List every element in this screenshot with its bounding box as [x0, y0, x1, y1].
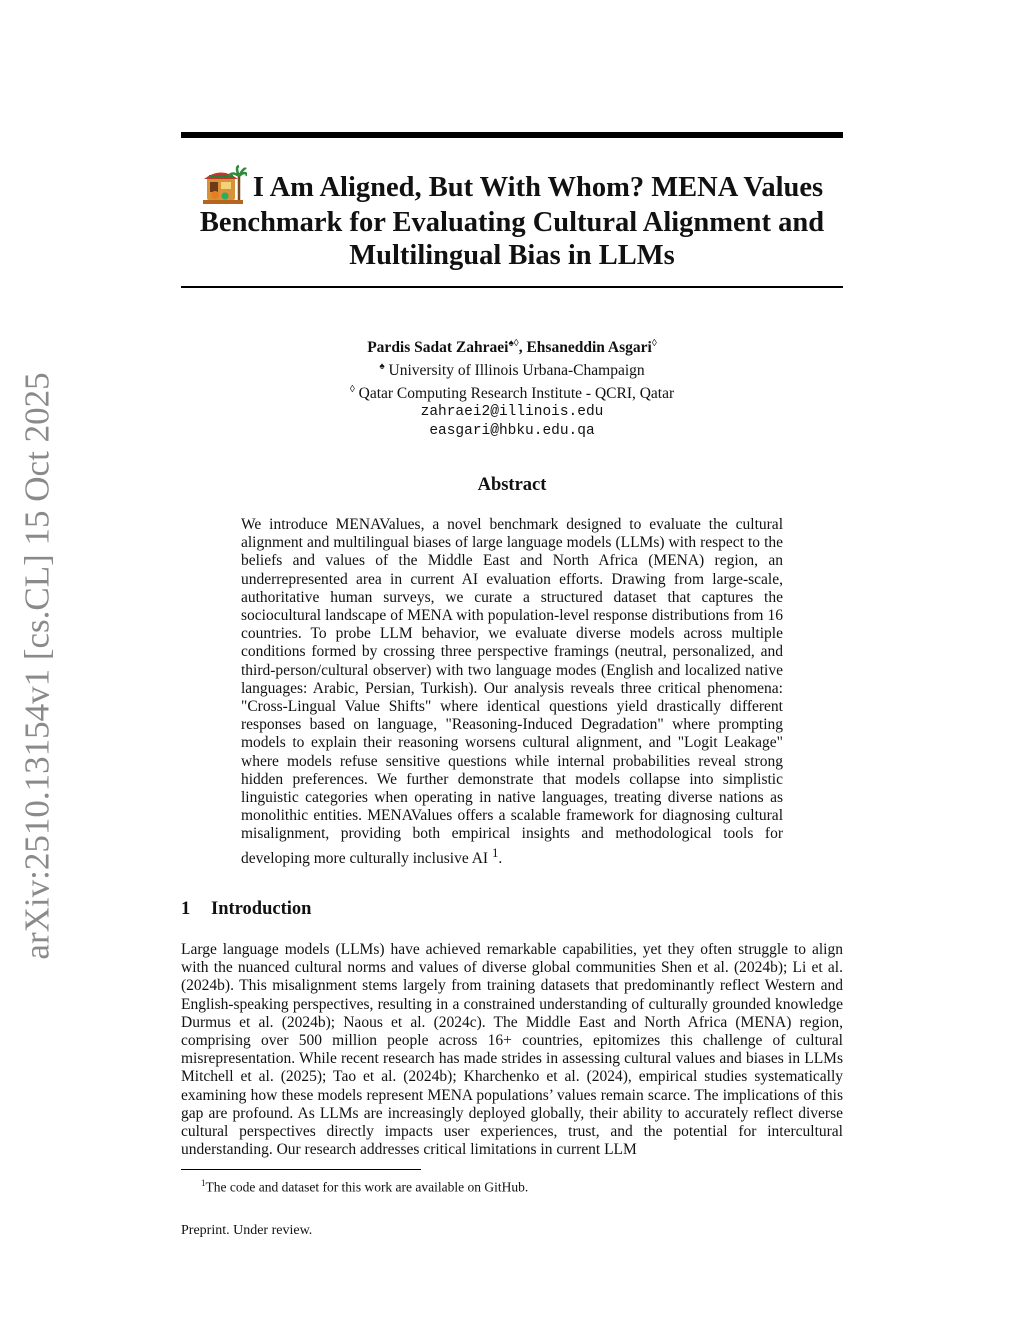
section-title: Introduction [211, 899, 312, 919]
section-number: 1 [181, 899, 191, 919]
email-1[interactable]: zahraei2@illinois.edu [420, 404, 604, 421]
arxiv-identifier-stamp [8, 372, 68, 960]
author-names [181, 334, 843, 357]
title-bottom-rule [181, 286, 843, 288]
affiliation-1-text: University of Illinois Urbana-Champaign [388, 362, 645, 380]
author-2-affil-marks: ◊ [651, 338, 657, 349]
author-name-2: Ehsaneddin Asgari [526, 339, 652, 357]
footnote-text: The code and dataset for this work are available on GitHub. [205, 1179, 529, 1195]
preprint-footer: Preprint. Under review. [181, 1223, 313, 1238]
footnote [181, 1175, 843, 1196]
affiliation-2-text: Qatar Computing Research Institute - QCRI, Qatar [358, 385, 675, 403]
email-2[interactable]: easgari@hbku.edu.qa [429, 423, 595, 440]
mena-market-logo-icon [201, 164, 247, 206]
affiliation-1-mark: ♠ [379, 361, 385, 373]
footnote-mark: 1 [201, 1178, 206, 1188]
footnote-rule [181, 1169, 421, 1170]
author-separator: , [518, 339, 527, 357]
paper-title-block [181, 164, 843, 272]
section-heading-introduction [181, 899, 843, 920]
abstract-body [241, 516, 783, 868]
author-block [181, 334, 843, 441]
author-name-1: Pardis Sadat Zahraei [367, 339, 509, 357]
introduction-paragraph: Large language models (LLMs) have achieved remarkable capabilities, yet they often struggle to align with the nuanced cultural norms and values of diverse global communities Shen et al. (2024b); Li et al. (2024b). This misalignment stems largely from training datasets that predominantly reflect Western and English-speaking perspectives, resulting in a constrained understanding of culturally grounded knowledge Durmus et al. (2024b); Naous et al. (2024c). The Middle East and North Africa (MENA) region, comprising over 500 million people across 16+ countries, epitomizes this challenge of cultural misrepresentation. While recent research has made strides in assessing cultural values and biases in LLMs Mitchell et al. (2025); Tao et al. (2024b); Kharchenko et al. (2024), empirical studies systematically examining how these models represent MENA populations’ values remain scarce. The implications of this gap are profound. As LLMs are increasingly deployed globally, their ability to accurately reflect diverse cultural perspectives directly impacts user experiences, trust, and the potential for intercultural understanding. Our research addresses critical limitations in current LLM [181, 941, 843, 1159]
paper-title-text: I Am Aligned, But With Whom? MENA Values Benchmark for Evaluating Cultural Alignment and Multilingual Bias in LLMs [199, 172, 825, 271]
affiliation-1 [181, 357, 843, 380]
author-1-affil-marks: ♠◊ [508, 338, 519, 349]
abstract-end: . [498, 849, 503, 867]
affiliation-2-mark: ◊ [349, 384, 355, 396]
abstract-heading: Abstract [477, 475, 547, 495]
abstract-text: We introduce MENAValues, a novel benchmark designed to evaluate the cultural alignment and multilingual biases of large language models (LLMs) with respect to the beliefs and values of the Middle East and North Africa (MENA) region, an underrepresented area in current AI evaluation efforts. Drawing from large-scale, authoritative human surveys, we curate a structured dataset that captures the sociocultural landscape of MENA with population-level response distributions from 16 countries. To probe LLM behavior, we evaluate diverse models across multiple conditions formed by crossing three perspective framings (neutral, personalized, and third-person/cultural observer) with two language modes (English and localized native languages: Arabic, Persian, Turkish). Our analysis reveals three critical phenomena: "Cross-Lingual Value Shifts" where identical questions yield drastically different responses based on language, "Reasoning-Induced Degradation" where prompting models to explain their reasoning worsens cultural alignment, and "Logit Leakage" where models refuse sensitive questions while internal probabilities reveal strong hidden preferences. We further demonstrate that models collapse into simplistic linguistic categories when operating in native languages, treating diverse nations as monolithic entities. MENAValues offers a scalable framework for diagnosing cultural misalignment, providing both empirical insights and methodological tools for developing more culturally inclusive AI [241, 516, 783, 867]
abstract-footnote-ref[interactable]: 1 [491, 844, 499, 860]
title-top-rule [181, 132, 843, 138]
affiliation-2 [181, 380, 843, 403]
arxiv-identifier-text: arXiv:2510.13154v1 [cs.CL] 15 Oct 2025 [18, 372, 58, 960]
